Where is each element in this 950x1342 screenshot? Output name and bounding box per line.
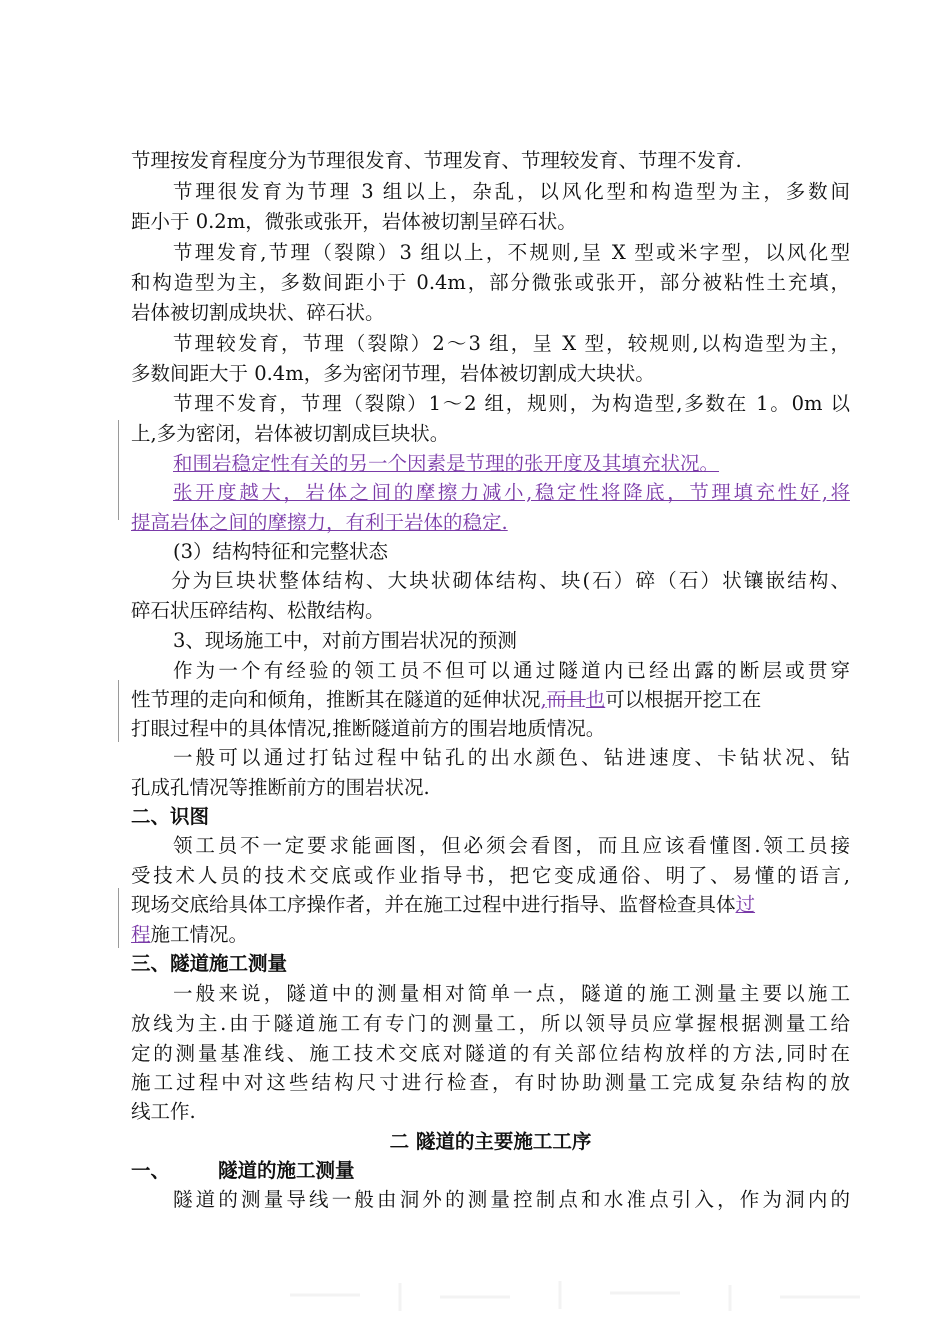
heading-text: 隧道的施工测量	[218, 1159, 355, 1182]
paragraph-line: 节理较发育，节理（裂隙）2～3 组，呈 X 型，较规则,以构造型为主，	[173, 332, 850, 355]
chapter-title: 二 隧道的主要施工工序	[389, 1130, 592, 1153]
change-bar	[118, 680, 119, 742]
paragraph-line: 打眼过程中的具体情况,推断隧道前方的围岩地质情况。	[131, 717, 606, 740]
inserted-comma: ,	[540, 688, 547, 711]
paragraph-line: 受技术人员的技术交底或作业指导书，把它变成通俗、明了、易懂的语言,	[131, 864, 850, 887]
inserted-text: 和围岩稳定性有关的另一个因素是节理的张开度及其填充状况。	[173, 452, 720, 475]
heading-number: 一、	[131, 1159, 171, 1182]
paragraph-line	[131, 921, 850, 949]
paragraph-line: 上,多为密闭，岩体被切割成巨块状。	[131, 422, 450, 445]
inserted-text: 提高岩体之间的摩擦力，有利于岩体的稳定.	[131, 511, 508, 534]
revised-line: 张开度越大，岩体之间的摩擦力减小,稳定性将降底，节理填充性好,将	[173, 481, 850, 504]
change-bar	[118, 888, 119, 948]
paragraph-line: 一般可以通过打钻过程中钻孔的出水颜色、钻进速度、卡钻状况、钻	[173, 746, 850, 769]
paragraph-line: 节理按发育程度分为节理很发育、节理发育、节理较发育、节理不发育.	[131, 149, 742, 172]
paragraph-line: 孔成孔情况等推断前方的围岩状况.	[131, 776, 430, 799]
faint-scan-artifact	[280, 1275, 880, 1315]
paragraph-line: 节理不发育，节理（裂隙）1～2 组，规则，为构造型,多数在 1。0m 以	[173, 392, 850, 415]
inserted-text: 过	[735, 893, 756, 916]
paragraph-line: 距小于 0.2m，微张或张开，岩体被切割呈碎石状。	[131, 210, 577, 233]
paragraph-line: 一般来说，隧道中的测量相对简单一点，隧道的施工测量主要以施工	[173, 982, 850, 1005]
paragraph-line: 线工作.	[131, 1100, 196, 1123]
paragraph-line: 碎石状压碎结构、松散结构。	[131, 599, 385, 622]
line-text: 现场交底给具体工序操作者，并在施工过程中进行指导、监督检查具体	[131, 893, 736, 916]
paragraph-line: 岩体被切割成块状、碎石状。	[131, 301, 385, 324]
paragraph-line: 和构造型为主，多数间距小于 0.4m，部分微张或张开，部分被粘性土充填，	[131, 271, 850, 294]
change-bar	[118, 420, 119, 520]
paragraph-line: 节理很发育为节理 3 组以上，杂乱，以风化型和构造型为主，多数间	[173, 180, 850, 203]
subsection-heading	[131, 1157, 850, 1185]
paragraph-line: 领工员不一定要求能画图，但必须会看图，而且应该看懂图.领工员接	[173, 834, 850, 857]
inserted-text: 程	[131, 923, 151, 946]
line-text: 性节理的走向和倾角，推断其在隧道的延伸状况	[131, 688, 541, 711]
paragraph-line: 节理发育,节理（裂隙）3 组以上，不规则,呈 X 型或米字型，以风化型	[173, 241, 850, 264]
revised-line	[131, 509, 850, 537]
paragraph-line: 施工过程中对这些结构尺寸进行检查，有时协助测量工完成复杂结构的放	[131, 1071, 850, 1094]
line-text: 可以根据开挖工在	[605, 688, 762, 711]
paragraph-line	[131, 686, 850, 714]
deleted-text: 而且	[546, 688, 586, 711]
paragraph-line: 多数间距大于 0.4m，多为密闭节理，岩体被切割成大块状。	[131, 362, 655, 385]
paragraph-line: (3）结构特征和完整状态	[173, 540, 389, 563]
paragraph-line: 定的测量基准线、施工技术交底对隧道的有关部位结构放样的方法,同时在	[131, 1042, 850, 1065]
revised-line	[131, 450, 850, 478]
paragraph-line: 放线为主.由于隧道施工有专门的测量工，所以领导员应掌握根据测量工给	[131, 1012, 850, 1035]
paragraph-line: 作为一个有经验的领工员不但可以通过隧道内已经出露的断层或贯穿	[173, 659, 850, 682]
paragraph-line	[131, 891, 850, 919]
section-heading: 三、隧道施工测量	[131, 952, 288, 975]
paragraph-line: 分为巨块状整体结构、大块状砌体结构、块(石）碎（石）状镶嵌结构、	[171, 569, 850, 592]
paragraph-line: 3、现场施工中，对前方围岩状况的预测	[173, 629, 517, 652]
line-text: 施工情况。	[150, 923, 249, 946]
paragraph-line: 隧道的测量导线一般由洞外的测量控制点和水准点引入，作为洞内的	[173, 1188, 850, 1211]
section-heading: 二、识图	[131, 805, 210, 828]
inserted-text: 也	[585, 688, 606, 711]
